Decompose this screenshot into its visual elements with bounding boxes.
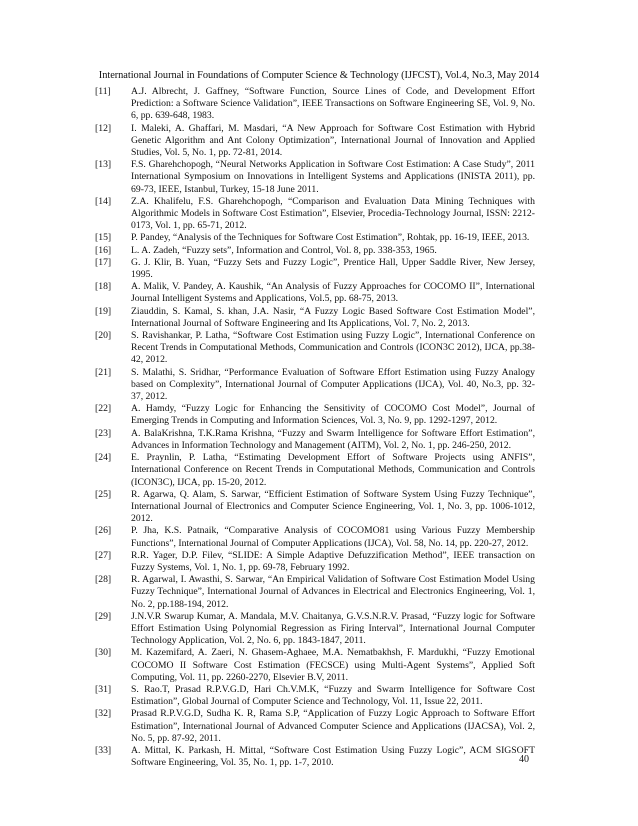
reference-text: L. A. Zadeh, “Fuzzy sets”, Information and Control, Vol. 8, pp. 338-353, 1965. [131,244,437,256]
reference-number: [11] [95,86,111,97]
reference-item [95,684,535,708]
reference-number: [14] [95,195,112,207]
reference-item [95,611,535,648]
reference-text: I. Maleki, A. Ghaffari, M. Masdari, “A New Approach for Software Cost Estimation with Hybrid Genetic Algorithm and Ant Colony Optimization”, International Journal of Innovation and Applied Studies, Vol. 5, No. 1, pp. 72-81, 2014. [131,122,535,159]
reference-item [95,403,535,427]
reference-number: [29] [95,610,112,622]
reference-text: R. Agarwal, I. Awasthi, S. Sarwar, “An Empirical Validation of Software Cost Estimation Model Using Fuzzy Technique”, International Journal of Advances in Electrical and Electronics Engineering, Vol. 1, No. 2, pp.188-194, 2012. [131,574,535,610]
reference-item [95,232,535,244]
reference-item [95,452,535,489]
reference-number: [24] [95,452,112,464]
reference-number: [17] [95,256,112,268]
reference-item [95,196,535,233]
reference-number: [16] [95,244,112,256]
reference-item [95,428,535,452]
reference-item [95,245,535,257]
reference-item [95,574,535,611]
reference-text: Z.A. Khalifelu, F.S. Gharehchopogh, “Comparison and Evaluation Data Mining Techniques with Algorithmic Models in Software Cost Estimation”, Elsevier, Procedia-Technology Journal, ISSN: 2212-0173, Vol. 1, pp. 65-71, 2012. [131,195,535,232]
reference-text: A. Malik, V. Pandey, A. Kaushik, “An Analysis of Fuzzy Approaches for COCOMO II”, International Journal Intelligent Systems and Applications, Vol.5, pp. 68-75, 2013. [131,281,535,305]
reference-item [95,306,535,330]
reference-number: [18] [95,281,112,293]
reference-text: A.J. Albrecht, J. Gaffney, “Software Function, Source Lines of Code, and Development Effort Prediction: a Software Science Validation”, IEEE Transactions on Software Engineering SE, Vol. 9, No. 6, pp. 639-648, 1983. [131,86,535,122]
reference-text: P. Pandey, “Analysis of the Techniques for Software Cost Estimation”, Rohtak, pp. 16-19, IEEE, 2013. [131,232,530,244]
reference-item [95,257,535,281]
reference-number: [31] [95,683,112,695]
running-header: International Journal in Foundations of Computer Science & Technology (IJFCST), Vol.4, No.3, May 2014 [98,70,540,81]
reference-list [95,86,535,769]
reference-item [95,86,535,123]
reference-number: [23] [95,427,112,439]
reference-item [95,367,535,404]
reference-text: R. Agarwa, Q. Alam, S. Sarwar, “Efficient Estimation of Software System Using Fuzzy Technique”, International Journal of Electronics and Computer Science Engineering, Vol. 1, No. 3, pp. 1006-1012, 2012. [131,488,535,525]
reference-text: S. Rao.T, Prasad R.P.V.G.D, Hari Ch.V.M.K, “Fuzzy and Swarm Intelligence for Software Cost Estimation”, Global Journal of Computer Science and Technology, Vol. 11, Issue 22, 2011. [131,683,535,708]
reference-number: [27] [95,549,112,561]
reference-text: J.N.V.R Swarup Kumar, A. Mandala, M.V. Chaitanya, G.V.S.N.R.V. Prasad, “Fuzzy logic for Software Effort Estimation Using Polynomial Regression as Firing Interval”, International Journal Computer Technology Application, Vol. 2, No. 6, pp. 1843-1847, 2011. [131,610,535,647]
reference-text: R.R. Yager, D.P. Filev, “SLIDE: A Simple Adaptive Defuzzification Method”, IEEE transaction on Fuzzy Systems, Vol. 1, No. 1, pp. 69-78, February 1992. [131,549,535,573]
reference-text: S. Malathi, S. Sridhar, “Performance Evaluation of Software Effort Estimation using Fuzzy Analogy based on Complexity”, International Journal of Computer Applications (IJCA), Vol. 40, No.3, pp. 32-37, 2012. [131,366,535,403]
reference-number: [19] [95,305,112,317]
reference-text: A. BalaKrishna, T.K.Rama Krishna, “Fuzzy and Swarm Intelligence for Software Effort Estimation”, Advances in Information Technology and Management (AITM), Vol. 2, No. 1, pp. 246-250, 2012. [131,427,535,451]
reference-number: [26] [95,525,112,537]
reference-number: [25] [95,488,112,500]
reference-number: [20] [95,330,112,342]
page-number: 40 [519,754,529,765]
reference-text: E. Praynlin, P. Latha, “Estimating Development Effort of Software Projects using ANFIS”, International Conference on Recent Trends in Computational Methods, Communication and Controls (ICON3C), IJCA, pp. 15-20, 2012. [131,452,535,488]
reference-number: [15] [95,232,112,244]
reference-number: [33] [95,744,112,756]
reference-number: [30] [95,647,112,659]
reference-item [95,159,535,196]
reference-number: [12] [95,122,112,134]
reference-item [95,550,535,574]
reference-text: F.S. Gharehchopogh, “Neural Networks Application in Software Cost Estimation: A Case Study”, 2011 International Symposium on Innovations in Intelligent Systems and Applications (INISTA 2011), pp. 69-73, IEEE, Istanbul, Turkey, 15-18 June 2011. [131,159,535,195]
reference-text: S. Ravishankar, P. Latha, “Software Cost Estimation using Fuzzy Logic”, International Conference on Recent Trends in Computational Methods, Communication and Controls (ICON3C 2012), IJCA, pp.38-42, 2012. [131,330,535,366]
reference-text: P. Jha, K.S. Patnaik, “Comparative Analysis of COCOMO81 using Various Fuzzy Membership Functions”, International Journal of Computer Applications (IJCA), Vol. 58, No. 14, pp. 220-27, 2012. [131,525,535,549]
reference-text: G. J. Klir, B. Yuan, “Fuzzy Sets and Fuzzy Logic”, Prentice Hall, Upper Saddle River, New Jersey, 1995. [131,256,535,281]
reference-text: Prasad R.P.V.G.D, Sudha K. R, Rama S.P, “Application of Fuzzy Logic Approach to Software Effort Estimation”, International Journal of Advanced Computer Science and Applications (IJACSA), Vol. 2, No. 5, pp. 87-92, 2011. [131,708,535,744]
reference-item [95,123,535,160]
reference-text: A. Hamdy, “Fuzzy Logic for Enhancing the Sensitivity of COCOMO Cost Model”, Journal of Emerging Trends in Computing and Information Sciences, Vol. 3, No. 9, pp. 1292-1297, 2012. [131,403,535,427]
reference-item [95,647,535,684]
reference-number: [28] [95,574,112,586]
reference-number: [32] [95,708,112,720]
reference-number: [22] [95,403,112,415]
reference-text: A. Mittal, K. Parkash, H. Mittal, “Software Cost Estimation Using Fuzzy Logic”, ACM SIGSOFT Software Engineering, Vol. 35, No. 1, pp. 1-7, 2010. [131,744,535,769]
reference-number: [21] [95,366,112,378]
reference-item [95,708,535,745]
reference-item [95,525,535,549]
reference-item [95,489,535,526]
reference-item [95,330,535,367]
reference-number: [13] [95,159,112,171]
reference-text: M. Kazemifard, A. Zaeri, N. Ghasem-Aghaee, M.A. Nematbakhsh, F. Mardukhi, “Fuzzy Emotional COCOMO II Software Cost Estimation (FECSCE) using Multi-Agent Systems”, Applied Soft Computing, Vol. 11, pp. 2260-2270, Elsevier B.V, 2011. [131,647,535,683]
reference-item [95,281,535,305]
reference-item [95,745,535,769]
reference-text: Ziauddin, S. Kamal, S. khan, J.A. Nasir, “A Fuzzy Logic Based Software Cost Estimation Model”, International Journal of Software Engineering and Its Applications, Vol. 7, No. 2, 2013. [131,305,535,329]
